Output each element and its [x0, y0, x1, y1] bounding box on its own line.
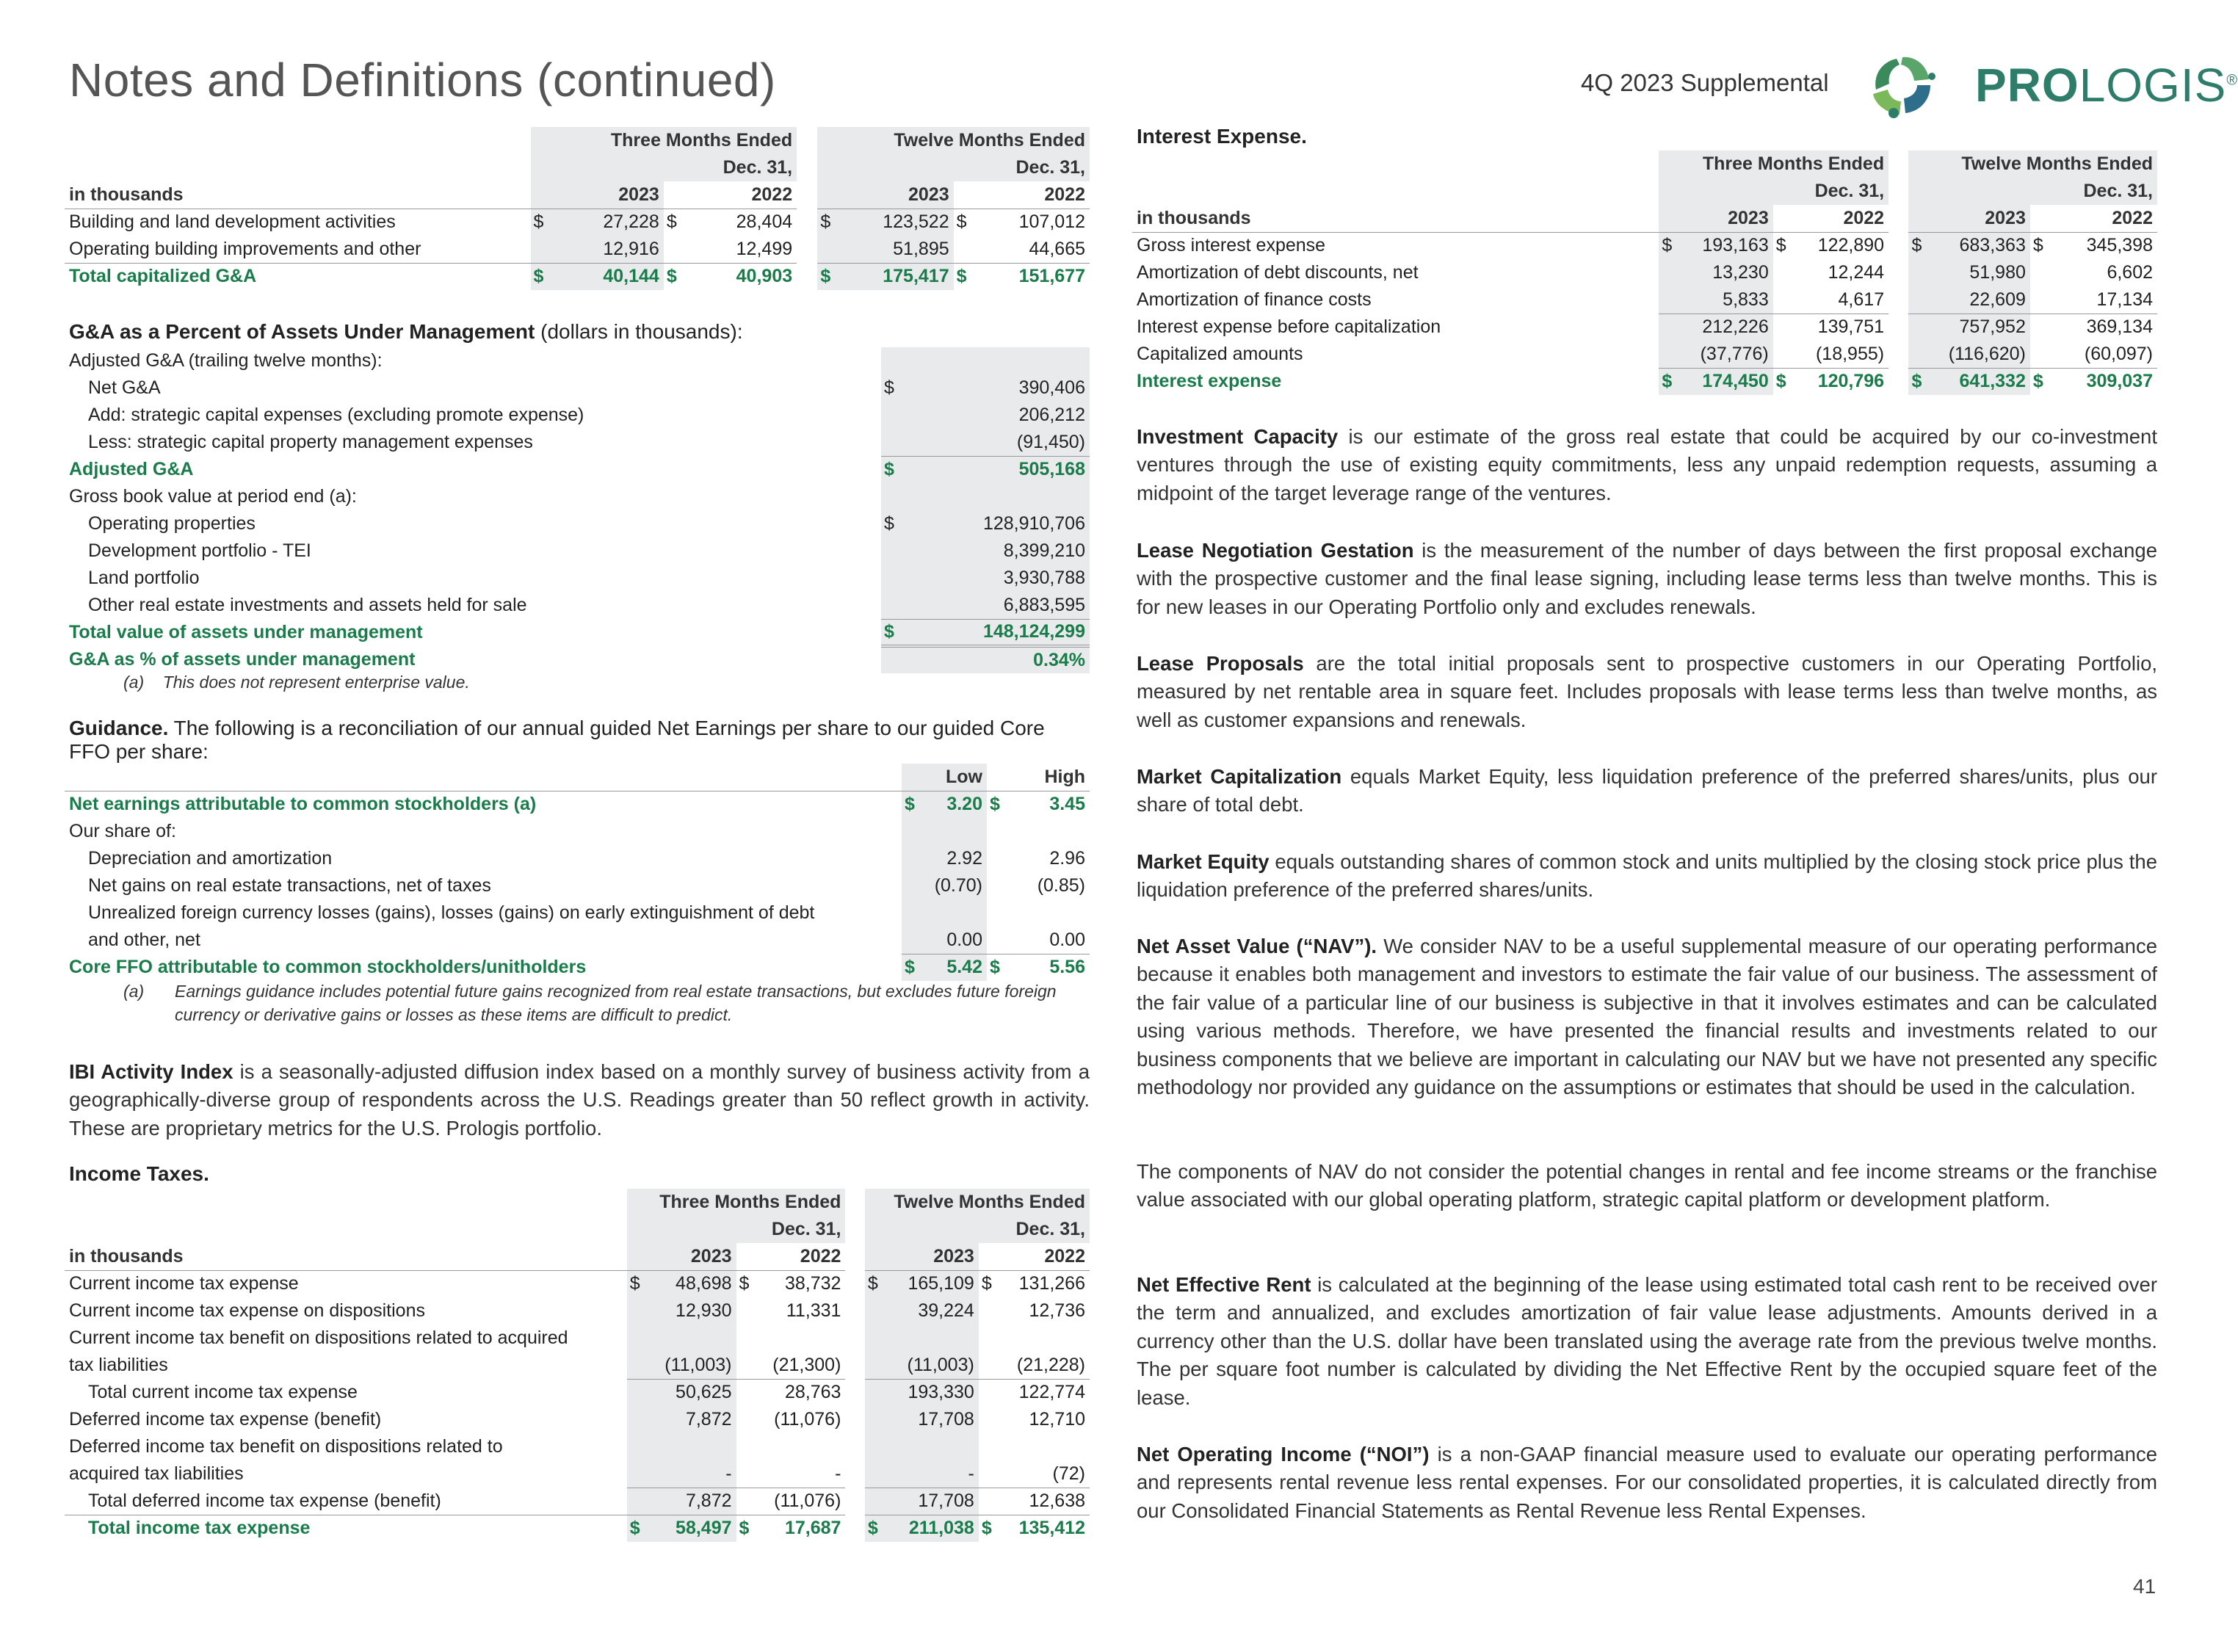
ga-percent-footnote: (a) This does not represent enterprise value.: [123, 673, 470, 692]
table-row: Development portfolio - TEI 8,399,210: [65, 537, 1090, 565]
table-total-row: Interest expense $ 174,450 $ 120,796 $ 641,332 $ 309,037: [1132, 368, 2157, 395]
interest-expense-heading: Interest Expense.: [1137, 125, 1307, 148]
table-row: Deferred income tax benefit on dispositions related to: [65, 1433, 1090, 1460]
table-row: Operating properties $ 128,910,706: [65, 510, 1090, 537]
table-row: Current income tax benefit on dispositions related to acquired: [65, 1325, 1090, 1352]
capitalized-ga-table: Three Months Ended Twelve Months Ended Dec. 31, Dec. 31, in thousands 2023 2022 2023 2022 Building and land development activities $ 27,228 $ 28,404 $ 123,522 $ 107,012 Operating building improvements and other 12,916 12,499 51,895 44,665 Total capitalized G&A $ 40,144 $ 40,903 $ 175,417 $ 151,677: [65, 127, 1090, 290]
guidance-footnote: (a) Earnings guidance includes potential future gains recognized from real estate transactions, but excludes future foreign currency or derivative gains or losses as these items are difficult to predict.: [123, 982, 1057, 1024]
ga-percent-heading: G&A as a Percent of Assets Under Management (dollars in thousands):: [69, 320, 743, 343]
table-row: Current income tax expense on dispositions 12,930 11,331 39,224 12,736: [65, 1297, 1090, 1325]
definition-lease-proposals: Lease Proposals are the total initial proposals sent to prospective customers in our Operating Portfolio, measured by net rentable area in square feet. Includes proposals with lease terms less than twelve months, as well as customer expansions and renewals.: [1137, 652, 2157, 731]
page-title: Notes and Definitions (continued): [69, 54, 776, 106]
table-row: Adjusted G&A $ 505,168: [65, 456, 1090, 483]
table-row: and other, net 0.00 0.00: [65, 927, 1090, 954]
table-row: Net earnings attributable to common stockholders (a) $ 3.20 $ 3.45: [65, 791, 1090, 818]
col-twelve-months: Twelve Months Ended: [817, 127, 1090, 154]
definition-net-operating-income: Net Operating Income (“NOI”) is a non-GAAP financial measure used to evaluate our operating performance and represents rental revenue less rental expenses. For our consolidated properties, it is calculated directly from our Consolidated Financial Statements as Rental Revenue less Rental Expenses.: [1137, 1443, 2158, 1522]
table-total-row: Total income tax expense $ 58,497 $ 17,687 $ 211,038 $ 135,412: [65, 1515, 1090, 1542]
supplemental-label: 4Q 2023 Supplemental: [1581, 69, 1829, 96]
col-low: Low: [921, 764, 987, 791]
table-row: Depreciation and amortization 2.92 2.96: [65, 845, 1090, 872]
table-row: Unrealized foreign currency losses (gains), losses (gains) on early extinguishment of debt: [65, 899, 1090, 927]
table-total-row: Total capitalized G&A $ 40,144 $ 40,903 $ 175,417 $ 151,677: [65, 263, 1090, 290]
interest-expense-table: Three Months Ended Twelve Months Ended Dec. 31, Dec. 31, in thousands 2023 2022 2023 2022 Gross interest expense $ 193,163 $ 122,890 $ 683,363 $ 345,398 Amortization of debt discounts, net 13,230 12,244 51,980 6,602 Amortization of finance costs 5,833 4,617 22,609 17,134 Interest expense before capitalization 212,226 139,751 757,952 369,134 Capitalized amounts (37,776) (18,955) (116,620) (60,097) Interest expense $ 174,450 $ 120,796 $ 641,332 $ 309,037: [1132, 151, 2157, 395]
table-row: Net gains on real estate transactions, net of taxes (0.70) (0.85): [65, 872, 1090, 899]
table-row: Total current income tax expense 50,625 28,763 193,330 122,774: [65, 1379, 1090, 1406]
table-row: Total value of assets under management $ 148,124,299: [65, 619, 1090, 646]
table-row: Adjusted G&A (trailing twelve months):: [65, 347, 1090, 374]
table-row: Our share of:: [65, 818, 1090, 845]
table-row: acquired tax liabilities - - - (72): [65, 1460, 1090, 1488]
definition-investment-capacity: Investment Capacity is our estimate of the gross real estate that could be acquired by our co-investment ventures through the use of existing equity commitments, less any unpaid redemption requests, assuming a midpoint of the target leverage range of the ventures.: [1137, 425, 2157, 504]
table-row: Gross book value at period end (a):: [65, 483, 1090, 510]
definition-net-effective-rent: Net Effective Rent is calculated at the beginning of the lease using estimated total cash rent to be received over the term and annualized, and excludes amortization of fair value lease adjustments. Amounts derived in a currency other than the U.S. dollar have been translated using the average rate from the previous twelve months. The per square foot number is calculated by dividing the Net Effective Rent by the occupied square feet of the lease.: [1137, 1273, 2157, 1409]
col-high: High: [1006, 764, 1090, 791]
income-taxes-heading: Income Taxes.: [69, 1162, 209, 1185]
table-row: Interest expense before capitalization 212,226 139,751 757,952 369,134: [1132, 314, 2157, 341]
ga-percent-table: [65, 347, 1090, 673]
table-row: Amortization of finance costs 5,833 4,617 22,609 17,134: [1132, 286, 2157, 314]
table-row: Operating building improvements and other 12,916 12,499 51,895 44,665: [65, 236, 1090, 263]
table-row: Gross interest expense $ 193,163 $ 122,890 $ 683,363 $ 345,398: [1132, 232, 2157, 259]
guidance-table: [65, 764, 1090, 981]
table-row: tax liabilities (11,003) (21,300) (11,003) (21,228): [65, 1352, 1090, 1379]
table-row: Land portfolio 3,930,788: [65, 565, 1090, 592]
ibi-activity-paragraph: IBI Activity Index is a seasonally-adjusted diffusion index based on a monthly survey of business activity from a geographically-diverse group of respondents across the U.S. Readings greater than 50 reflect growth in activity. These are proprietary metrics for the U.S. Prologis portfolio.: [69, 1060, 1090, 1140]
table-row: Add: strategic capital expenses (excluding promote expense) 206,212: [65, 402, 1090, 429]
table-row: Capitalized amounts (37,776) (18,955) (116,620) (60,097): [1132, 341, 2157, 368]
table-row: Building and land development activities $ 27,228 $ 28,404 $ 123,522 $ 107,012: [65, 209, 1090, 236]
table-total-row: Core FFO attributable to common stockholders/unitholders $ 5.42 $ 5.56: [65, 954, 1090, 981]
table-row: G&A as % of assets under management 0.34%: [65, 646, 1090, 673]
table-row: Net G&A $ 390,406: [65, 374, 1090, 402]
definition-net-asset-value: Net Asset Value (“NAV”). We consider NAV to be a useful supplemental measure of our operating performance because it enables both management and investors to estimate the fair value of our business. The assessment of the fair value of a particular line of our business is subjective in that it involves estimates and can be calculated using various methods. Therefore, we have presented the financial results and investments related to our business components that we believe are important in calculating our NAV but we have not presented any specific methodology nor provided any guidance on the assumptions or estimates that should be used in the calculation.: [1137, 935, 2157, 1099]
definition-market-equity: Market Equity equals outstanding shares of common stock and units multiplied by the closing stock price plus the liquidation preference of the preferred shares/units.: [1137, 850, 2157, 902]
income-taxes-table: Three Months Ended Twelve Months Ended Dec. 31, Dec. 31, in thousands 2023 2022 2023 2022 Current income tax expense $ 48,698 $ 38,732 $ 165,109 $ 131,266 Current income tax expense on dispositions 12,930 11,331 39,224 12,736 Current income tax benefit on dispositions related to acquired tax liabilities (11,003) (21,300) (11,003) (21,228) Total current income tax expense 50,625 28,763 193,330 122,774 Deferred income tax expense (benefit) 7,872 (11,076) 17,708 12,710 Deferred income tax benefit on dispositions related to acquired tax liabilities - - - (72) Total deferred income tax expense (benefit) 7,872 (11,076) 17,708 12,638 Total income tax expense $ 58,497 $ 17,687 $ 211,038 $ 135,412: [65, 1189, 1090, 1542]
page-number: 41: [2133, 1575, 2156, 1598]
col-three-months: Three Months Ended: [531, 127, 797, 154]
logo-wordmark: PROLOGIS®: [1975, 59, 2238, 112]
table-row: Other real estate investments and assets held for sale 6,883,595: [65, 592, 1090, 619]
guidance-heading: Guidance. The following is a reconciliation of our annual guided Net Earnings per share to our guided Core FFO per share:: [69, 717, 1045, 763]
definition-nav-components: The components of NAV do not consider the potential changes in rental and fee income streams or the franchise value associated with our global operating platform, strategic capital platform or development platform.: [1137, 1160, 2157, 1211]
table-row: Current income tax expense $ 48,698 $ 38,732 $ 165,109 $ 131,266: [65, 1270, 1090, 1297]
table-row: Amortization of debt discounts, net 13,230 12,244 51,980 6,602: [1132, 259, 2157, 286]
table-row: Total deferred income tax expense (benefit) 7,872 (11,076) 17,708 12,638: [65, 1488, 1090, 1515]
table-row: Less: strategic capital property management expenses (91,450): [65, 429, 1090, 456]
definition-market-capitalization: Market Capitalization equals Market Equity, less liquidation preference of the preferred shares/units, plus our share of total debt.: [1137, 765, 2157, 816]
definition-lease-negotiation-gestation: Lease Negotiation Gestation is the measurement of the number of days between the first proposal exchange with the prospective customer and the final lease signing, including lease terms less than twelve months. This is for new leases in our Operating Portfolio only and excludes renewals.: [1137, 539, 2157, 618]
table-row: Deferred income tax expense (benefit) 7,872 (11,076) 17,708 12,710: [65, 1406, 1090, 1433]
